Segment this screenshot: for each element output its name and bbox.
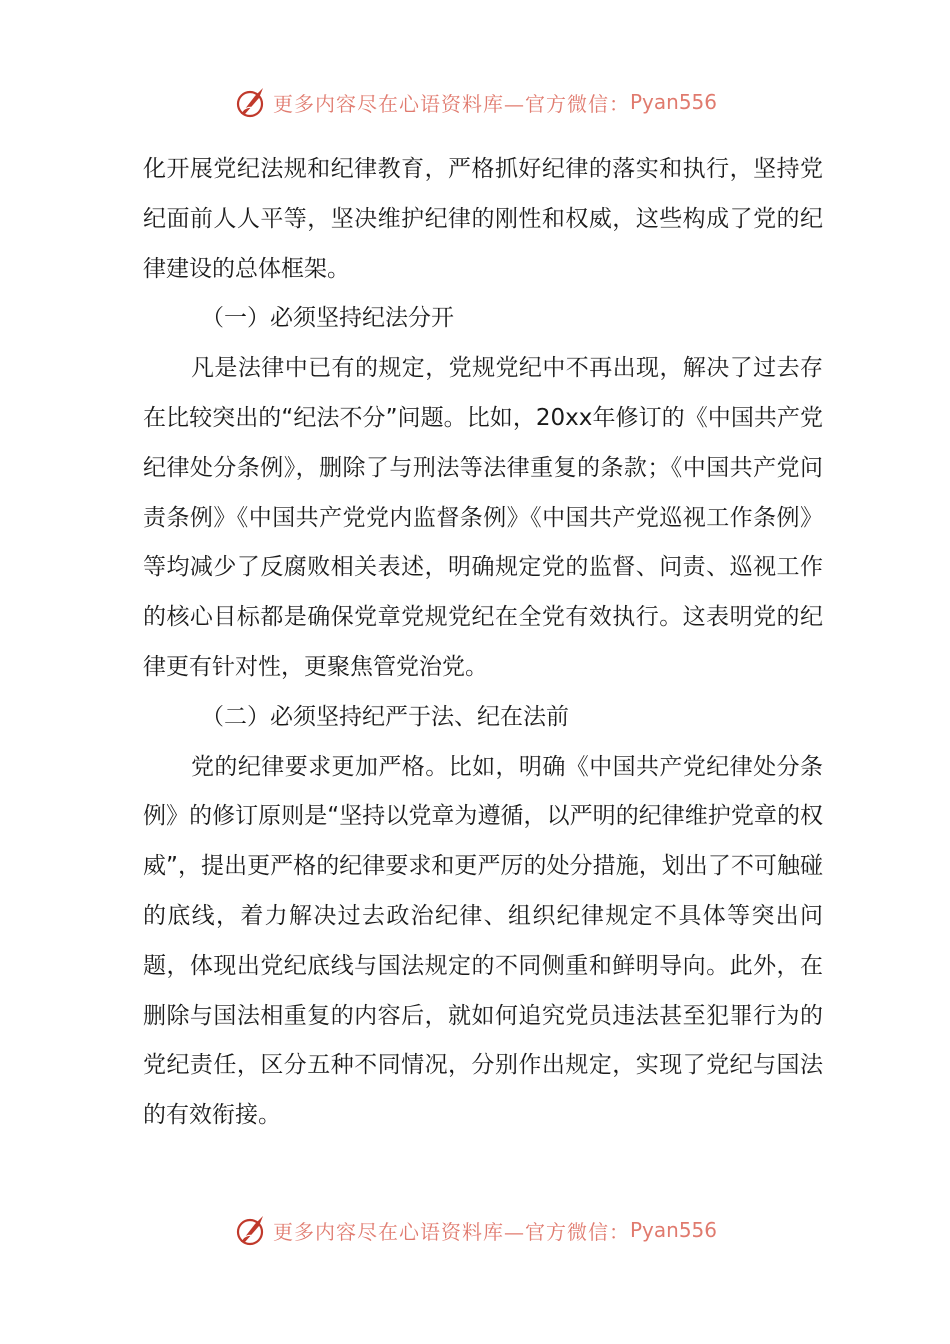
section-heading-2: （二）必须坚持纪严于法、纪在法前 — [201, 703, 569, 730]
document-body — [143, 145, 823, 1141]
header-watermark-banner — [0, 80, 950, 124]
footer-watermark-text: 更多内容尽在心语资料库—官方微信： — [272, 1219, 630, 1244]
header-watermark-contact: Pyan556 — [629, 90, 717, 114]
header-watermark-text: 更多内容尽在心语资料库—官方微信： — [272, 91, 630, 116]
footer-watermark-banner — [0, 1208, 950, 1252]
section-heading-1: （一）必须坚持纪法分开 — [201, 305, 454, 332]
paragraph-continued: 化开展党纪法规和纪律教育，严格抓好纪律的落实和执行，坚持党纪面前人人平等，坚决维护纪律的刚性和权威，这些构成了党的纪律建设的总体框架。 — [143, 156, 823, 282]
footer-watermark-contact: Pyan556 — [629, 1218, 717, 1242]
quill-pen-logo-icon — [233, 1212, 269, 1248]
quill-pen-logo-icon — [233, 84, 269, 120]
paragraph-section-1: 凡是法律中已有的规定，党规党纪中不再出现，解决了过去存在比较突出的“纪法不分”问题。比如，20xx年修订的《中国共产党纪律处分条例》，删除了与刑法等法律重复的条款；《中国共产党问责条例》《中国共产党党内监督条例》《中国共产党巡视工作条例》等均减少了反腐败相关表述，明确规定党的监督、问责、巡视工作的核心目标都是确保党章党规党纪在全党有效执行。这表明党的纪律更有针对性，更聚焦管党治党。 — [143, 355, 823, 680]
paragraph-section-2: 党的纪律要求更加严格。比如，明确《中国共产党纪律处分条例》的修订原则是“坚持以党章为遵循，以严明的纪律维护党章的权威”，提出更严格的纪律要求和更严厉的处分措施，划出了不可触碰的底线，着力解决过去政治纪律、组织纪律规定不具体等突出问题，体现出党纪底线与国法规定的不同侧重和鲜明导向。此外，在删除与国法相重复的内容后，就如何追究党员违法甚至犯罪行为的党纪责任，区分五种不同情况，分别作出规定，实现了党纪与国法的有效衔接。 — [143, 753, 823, 1129]
